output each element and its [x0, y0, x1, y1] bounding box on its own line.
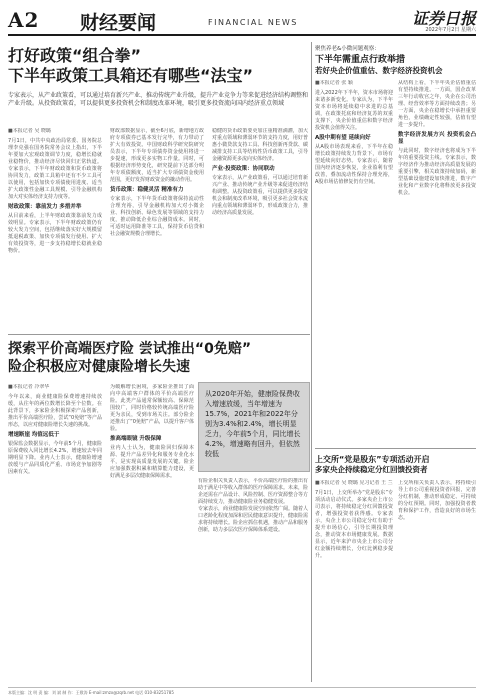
main-article-col2 [110, 128, 204, 328]
second-col3-text-b: 专家表示，商业健康险发展空间依然广阔。随着人口老龄化程度加深和居民健康意识提升，健康险需求将持续增长。险企应抓住机遇，推动产品和服务创新，助力多层次医疗保障体系建设。 [198, 506, 308, 533]
main-col1-subhead: 财政政策：靠前发力 多措并举 [8, 204, 82, 210]
main-byline: ■本报记者 吴 晓璐 [8, 128, 51, 134]
main-lede [8, 92, 308, 108]
main-col1-text: 7月1日，中共中央政治局常委、国务院总理李克强在国务院常务会议上指出，下半年要加大宏观政策调节力度，稳增长稳就业稳物价，推动经济尽快回归正常轨道。专家表示，下半年财政政策和货币政策将协同发力，政策工具箱中还有不少工具可以使用，包括加快专项债使用进度、适当扩大政策性金融工具规模、引导金融机构加大对实体经济支持力度等。 [8, 138, 102, 200]
main-col3-subhead: 产业·投资政策：协同联动 [212, 166, 275, 172]
second-byline: ■本报记者 冷翠华 [8, 384, 50, 390]
main-col1-text-b: 从目前来看，上半年财政政策靠前发力成效明显。专家表示，下半年财政政策仍有较大发力空间，包括继续落实好大规模留抵退税政策、加快专项债发行使用、扩大有效投资等，进一步支持稳增长稳就业稳物价。 [8, 213, 102, 254]
main-col3-text: 稳健的货币政策要更加注重精准滴灌，加大对重点领域和薄弱环节的支持力度，用好普惠小微贷款支持工具、科技创新再贷款、碳减排支持工具等结构性货币政策工具，引导金融资源更多流向实体经济。 [212, 128, 308, 162]
second-article-col2 [110, 384, 194, 674]
sidebar-top-col2 [398, 80, 476, 445]
main-col2-text-b: 专家表示，下半年货币政策将保持流动性合理充裕，引导金融机构加大对小微企业、科技创新、绿色发展等领域的支持力度，推动降低企业综合融资成本。同时，可适时运用降准等工具，保持货币信贷和社会融资规模合理增长。 [110, 196, 204, 237]
second-col3-text: 有险企相关负责人表示，平价高端医疗险的推出有助于满足中等收入群体的医疗保障需求。未来，险企还需在产品设计、风险控制、医疗资源整合等方面持续发力，推动健康险业务稳健发展。 [198, 478, 308, 505]
main-headline-line2: 下半年政策工具箱还有哪些“法宝” [8, 66, 254, 85]
main-col3-text-b: 专家表示，从产业政策看，可以通过培育新兴产业、推动传统产业升级等来促进经济结构调整。从投资政策看，可以提供更多投资机会和制度改革环境，吸引更多社会资本流向重点领域和薄弱环节，形成政策合力，推动经济高质量发展。 [212, 175, 308, 216]
second-headline [8, 340, 308, 376]
main-col2-subhead: 货币政策：稳健灵活 精准有力 [110, 187, 184, 193]
main-article-col3 [212, 128, 308, 328]
sidebar-col2-text: 从结构上看，下半年央企估值重估有望持续推进。一方面，国企改革三年行动收官之年，央企在公司治理、经营效率等方面持续改善；另一方面，央企在稳增长中承担重要角色，业绩确定性较强，估值有望进一步提升。 [398, 80, 476, 128]
second-headline-line2: 险企积极应对健康险增长失速 [8, 359, 190, 375]
sidebar-col1-text-b: 从A股市场表现来看，下半年在稳增长政策持续发力背景下，市场有望延续向好态势。专家表示，随着国内经济逐步恢复，企业盈利有望改善，叠加流动性保持合理充裕，A股市场估值修复仍有空间。 [315, 144, 393, 185]
sidebar-low-col2 [398, 480, 476, 674]
second-headline-line1: 探索平价高端医疗险 尝试推出“0免赔” [8, 341, 252, 357]
second-col1-text-b: 银保监会数据显示，今年前5个月，健康险原保费收入同比增长4.2%，增速较去年同期明显下降。业内人士表示，健康险增速放缓与产品同质化严重、市场竞争加剧等因素有关。 [8, 441, 102, 475]
sidebar-top-story [315, 44, 476, 76]
sidebar-col1-text: 进入2022年下半年，资本市场将迎来诸多新变化。专家认为，下半年资本市场将延续稳中求进的总基调，在政策托底和经济复苏的双重支撑下，央企价值重估和数字经济投资机会值得关注。 [315, 90, 393, 131]
sidebar-headline-line2: 若好央企价值重估、数字经济投资机会 [315, 66, 443, 75]
second-col2-subhead: 推高端眼镜 升级保障 [110, 436, 162, 442]
stats-callout-box [198, 382, 310, 472]
second-col1-subhead: 增速断崖 均值远低于 [8, 432, 60, 438]
sidebar-low-byline: ■本报记者 吴 晓璐 见习记者 王 兰 [315, 480, 393, 486]
sidebar-col2-text-b: 与此同时，数字经济也将成为下半年的重要投资主线。专家表示，数字经济作为推动经济高质量发展的重要引擎，相关政策持续加码，新型基础设施建设加快推进，数字产业化和产业数字化将释放更多投资机会。 [398, 148, 476, 196]
main-lede-text: 专家表示，从产业政策看，可以通过培育新兴产业、推动传统产业升级，提升产业竞争力等来促进经济结构调整和产业升级。从投资政策看，可以提供更多投资机会和制度改革环境，吸引更多投资流向国内经济重点领域 [8, 92, 309, 107]
sidebar-col2-subhead: 数字经济发展方兴 投资机会凸显 [398, 132, 476, 145]
page-number: A2 [8, 8, 40, 32]
sidebar-col1-subhead: A股中期有望 延续向好 [315, 135, 371, 141]
second-col1-text: 今年以来，商业健康险保费增速持续放缓，从往年的两位数增长降至个位数。在此背景下，多家险企积极探索产品创新，推出平价高端医疗险，尝试“0免赔”等产品形态，以应对健康险增长失速的挑战。 [8, 394, 102, 428]
sidebar-headline-line1: 下半年需重点行政举措 [315, 55, 406, 65]
page-footer: 本版主编：沈 明 责 编：刘 斌 制 作：王敬涛 E-mail:zmzx@zqrb.net 电话 010-83251785 [8, 687, 476, 696]
main-col2-text: 财政部数据显示，截至6月底，新增地方政府专项债券已基本发行完毕，有力带动了扩大有效投资。中国财政科学研究院研究员表示，下半年专项债券资金使用将进一步提速，形成更多实物工作量。同时，可根据经济形势变化，研究提前下达部分明年专项债额度，适当扩大专项债资金使用范围，更好发挥财政资金的撬动作用。 [110, 128, 204, 183]
second-col2-text-b: 业内人士认为，健康险回归保障本源、提升产品差异化和服务专业化水平，是实现高质量发展的关键。险企应加强数据积累和精算能力建设，更好满足多层次健康保障需求。 [110, 445, 194, 479]
main-article-col1 [8, 128, 102, 328]
sidebar-low-col1-text: 7月1日，上交所举办“党是股东”专项活动启动仪式。多家央企上市公司表示，将持续稳定分红回馈投资者，增强投资者获得感。专家表示，央企上市公司稳定分红有助于提升市场信心，引导长期投资理念，推动资本市场健康发展。数据显示，近年来沪市央企上市公司分红金额持续增长，分红比例稳步提升。 [315, 490, 393, 559]
masthead [8, 6, 476, 36]
sidebar-divider [315, 448, 476, 449]
sidebar-low-col2-text: 上交所相关负责人表示，将持续引导上市公司重视投资者回报，完善分红机制，推动形成稳定、可持续的分红预期。同时，加强投资者教育和保护工作，营造良好的市场生态。 [398, 480, 476, 521]
newspaper-logo: 证券日报 [411, 9, 476, 28]
second-article-col1 [8, 384, 102, 674]
second-col2-text: 为破解增长困境，多家险企推出了面向中高端客户群体的平价高端医疗险。此类产品通常保额较高、保障范围较广，同时价格较传统高端医疗险更为亲民，受到市场关注。部分险企还推出了“0免赔”产品，以提升客户体验。 [110, 384, 194, 432]
second-article-col3 [198, 478, 308, 674]
sidebar-low-story [315, 454, 476, 475]
story-divider [8, 334, 310, 335]
sidebar-top-col1 [315, 80, 393, 445]
sidebar-low-headline-line1: 上交所“党是股东”专项活动开启 [315, 455, 430, 464]
issue-date: 2022年7月2日 星期六 [425, 27, 476, 33]
section-title: 财经要闻 [80, 12, 157, 34]
sidebar-low-headline-line2: 多家央企持续稳定分红回馈投资者 [315, 465, 428, 474]
sidebar-kicker: 聚焦养老&小微问题观察： [315, 46, 380, 52]
sidebar-byline: ■本报记者 张 颖 [315, 80, 353, 86]
column-divider [311, 42, 312, 682]
main-headline-line1: 打好政策“组合拳” [8, 46, 142, 65]
main-headline [8, 46, 308, 86]
callout-text: 从2020年开始，健康险保费收入增速放缓，当年增速为15.7%，2021年和2022年分别为3.4%和2.4%，增长明显乏力，今年前5个月，同比增长4.2%，增速略有回升，但依然较低 [205, 390, 301, 458]
sidebar-low-col1 [315, 480, 393, 674]
section-title-en: FINANCIAL NEWS [208, 18, 298, 27]
